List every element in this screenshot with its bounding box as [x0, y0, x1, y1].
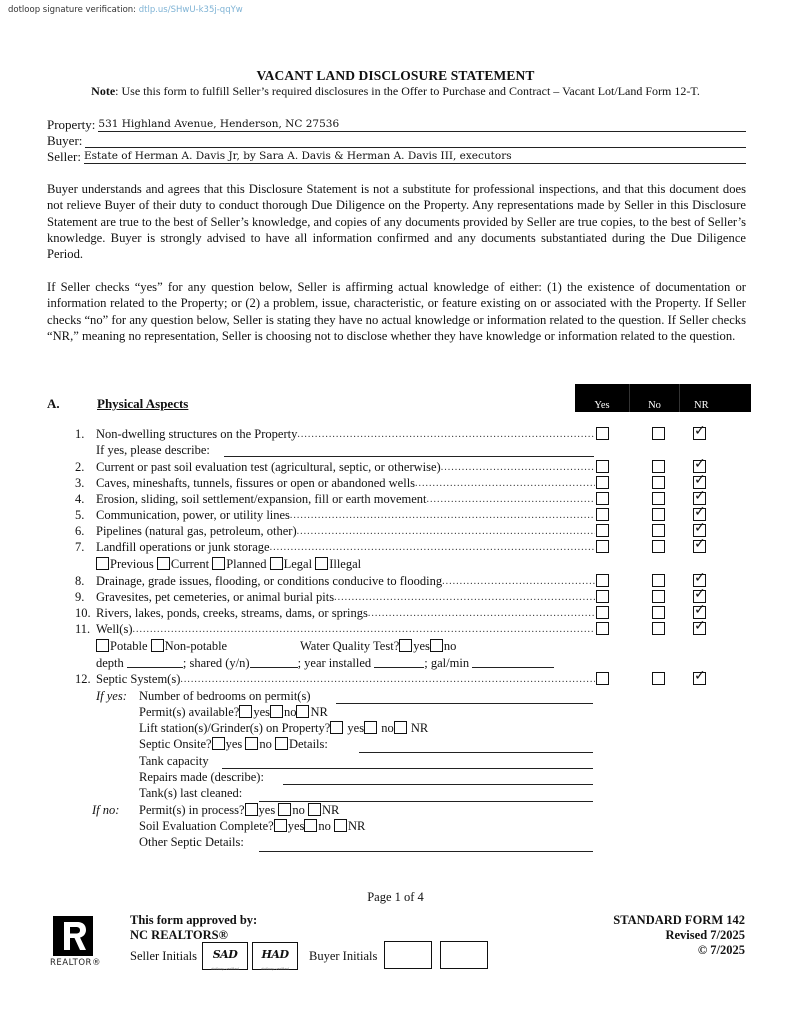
no-label: no	[259, 737, 272, 751]
tank-capacity-input[interactable]	[222, 768, 593, 769]
question-text: Pipelines (natural gas, petroleum, other)	[96, 524, 297, 538]
form-note	[0, 84, 791, 99]
yes-label: yes	[347, 721, 365, 735]
question-number: 2.	[75, 460, 85, 474]
property-field	[47, 116, 746, 132]
form-number: STANDARD FORM 142	[613, 913, 745, 927]
option-illegal-checkbox[interactable]	[315, 557, 328, 570]
option-label: Current	[170, 557, 210, 571]
potable-label: Potable	[110, 639, 148, 653]
seller-initial-signature-2: HAD	[261, 948, 289, 961]
no-label: no	[318, 819, 331, 833]
year-installed-label: ; year installed	[297, 656, 372, 670]
nr-label: NR	[348, 819, 366, 833]
instructions-paragraph: If Seller checks “yes” for any question below, Seller is affirming actual knowledge of either: (1) the existence of documentation or information related to the Property; or (2) a problem, issue, characteristic, or feature existing on or associated with the Property. If Seller checks “no” for any question below, Seller is stating they have no actual knowledge or information related to the question. If Seller checks “NR,” meaning no representation, Seller is choosing not to disclose whether they have knowledge or information related to the question.	[47, 280, 746, 343]
question-text: Non-dwelling structures on the Property	[96, 427, 298, 441]
nr-label: NR	[410, 721, 429, 735]
revised-date: Revised 7/2025	[665, 928, 745, 942]
buyer-initial-box-1[interactable]	[384, 941, 432, 969]
no-label: no	[381, 721, 394, 735]
q11-water-test	[300, 638, 456, 654]
q10-no-checkbox[interactable]	[652, 606, 665, 619]
form-info	[613, 913, 745, 958]
repairs-input[interactable]	[283, 784, 593, 785]
question-number: 1.	[75, 427, 85, 441]
realtor-logo-icon	[53, 916, 93, 956]
no-label: no	[292, 803, 305, 817]
q11-no-checkbox[interactable]	[652, 622, 665, 635]
q11-well-details	[96, 655, 554, 671]
question-text: Gravesites, pet cemeteries, or animal burial pits	[96, 590, 335, 604]
q1-nr-checkbox[interactable]	[693, 427, 706, 440]
seller-initials-label: Seller Initials	[130, 949, 197, 963]
seller-label: Seller:	[47, 149, 81, 164]
disclaimer-paragraph: Buyer understands and agrees that this Disclosure Statement is not a substitute for professional inspections, and that this document does not relieve Buyer of their duty to conduct thorough Due Diligence on the Property. Any representations made by Seller in this Disclosure Statement are true to the best of Seller’s knowledge, and copies of any documents provided by Seller are true copies, to the best of Seller’s knowledge. Buyer is strongly advised to have all information confirmed and any documents substantiated during the Due Diligence Period.	[47, 182, 746, 262]
section-letter: A.	[47, 396, 60, 411]
q7-options	[96, 556, 361, 572]
question-9	[75, 589, 595, 605]
property-label: Property:	[47, 117, 96, 132]
initial-meta-2: dotloop verified	[261, 967, 289, 971]
q1-yes-checkbox[interactable]	[596, 427, 609, 440]
question-1	[75, 426, 595, 442]
soil-eval-no-checkbox[interactable]	[304, 819, 317, 832]
lift-station-yes-checkbox[interactable]	[330, 721, 343, 734]
buyer-field	[47, 132, 746, 148]
initial-meta-1: dotloop verified	[211, 967, 239, 971]
question-3	[75, 475, 595, 491]
no-label: no	[283, 705, 297, 719]
question-number: 4.	[75, 492, 85, 506]
q2-no-checkbox[interactable]	[652, 460, 665, 473]
yes-label: yes	[258, 803, 276, 817]
question-text: Erosion, sliding, soil settlement/expansion, fill or earth movement	[96, 492, 427, 506]
question-number: 3.	[75, 476, 85, 490]
question-2	[75, 459, 595, 475]
lift-station-row	[139, 720, 428, 736]
q11-nr-checkbox[interactable]	[693, 622, 706, 635]
question-6	[75, 523, 595, 539]
column-no: No	[630, 384, 680, 412]
other-details-input[interactable]	[259, 851, 593, 852]
soil-eval-row	[139, 818, 365, 834]
approved-by	[130, 913, 257, 943]
buyer-initials-label: Buyer Initials	[309, 949, 378, 963]
shared-input[interactable]	[250, 656, 298, 668]
q5-yes-checkbox[interactable]	[596, 508, 609, 521]
bedrooms-input[interactable]	[336, 703, 593, 704]
potable-checkbox[interactable]	[96, 639, 109, 652]
q11-potability	[96, 638, 227, 654]
shared-label: ; shared (y/n)	[182, 656, 250, 670]
permits-available-no-checkbox[interactable]	[270, 705, 283, 718]
q12-no-checkbox[interactable]	[652, 672, 665, 685]
yes-label: yes	[253, 705, 270, 719]
nr-label: NR	[310, 705, 328, 719]
tank-capacity-label: Tank capacity	[139, 754, 209, 768]
non-potable-label: Non-potable	[164, 639, 228, 653]
gal-min-label: ; gal/min	[424, 656, 470, 670]
verification-link[interactable]: dtlp.us/SHwU-k35j-qqYw	[138, 5, 243, 15]
septic-onsite-yes-checkbox[interactable]	[212, 737, 225, 750]
question-number: 11.	[75, 622, 91, 636]
other-details-label: Other Septic Details:	[139, 835, 244, 849]
q9-yes-checkbox[interactable]	[596, 590, 609, 603]
permits-available-yes-checkbox[interactable]	[239, 705, 252, 718]
q8-no-checkbox[interactable]	[652, 574, 665, 587]
seller-initial-box-1[interactable]	[202, 942, 248, 970]
approved-line-2: NC REALTORS®	[130, 928, 228, 942]
no-label: no	[443, 639, 457, 653]
bedrooms-label: Number of bedrooms on permit(s)	[139, 689, 311, 703]
question-5	[75, 507, 595, 523]
permits-available-row	[139, 704, 328, 720]
last-cleaned-label: Tank(s) last cleaned:	[139, 786, 243, 800]
depth-input[interactable]	[127, 656, 183, 668]
q2-yes-checkbox[interactable]	[596, 460, 609, 473]
q12-nr-checkbox[interactable]	[693, 672, 706, 685]
note-text: : Use this form to fulfill Seller’s required disclosures in the Offer to Purchase and Contract – Vacant Lot/Land Form 12-T.	[115, 84, 700, 98]
note-label: Note	[91, 84, 116, 98]
q7-yes-checkbox[interactable]	[596, 540, 609, 553]
realtor-mark: REALTOR®	[50, 958, 101, 968]
question-text: Current or past soil evaluation test (agricultural, septic, or otherwise)	[96, 460, 441, 474]
gal-min-input[interactable]	[472, 656, 554, 668]
seller-field	[47, 148, 746, 164]
page-title: VACANT LAND DISCLOSURE STATEMENT	[256, 68, 535, 83]
water-test-yes-checkbox[interactable]	[399, 639, 412, 652]
option-planned-checkbox[interactable]	[212, 557, 225, 570]
q1-describe-input[interactable]	[224, 456, 594, 457]
septic-details-input[interactable]	[359, 752, 593, 753]
depth-label: depth	[96, 656, 124, 670]
option-label: Legal	[283, 557, 313, 571]
question-12	[75, 671, 595, 687]
permits-in-process-nr-checkbox[interactable]	[308, 803, 321, 816]
approved-line-1: This form approved by:	[130, 913, 258, 927]
q11-yes-checkbox[interactable]	[596, 622, 609, 635]
question-8	[75, 573, 595, 589]
question-text: Communication, power, or utility lines	[96, 508, 290, 522]
septic-onsite-label: Septic Onsite?	[139, 737, 212, 751]
question-text: Well(s)	[96, 622, 133, 636]
copyright: © 7/2025	[697, 943, 745, 957]
q6-no-checkbox[interactable]	[652, 524, 665, 537]
permits-in-process-label: Permit(s) in process?	[139, 803, 245, 817]
if-yes-label: If yes:	[96, 689, 127, 703]
question-text: Caves, mineshafts, tunnels, fissures or open or abandoned wells	[96, 476, 416, 490]
verification-label: dotloop signature verification:	[8, 5, 137, 15]
permits-in-process-no-checkbox[interactable]	[278, 803, 291, 816]
q10-yes-checkbox[interactable]	[596, 606, 609, 619]
if-no-label: If no:	[92, 803, 120, 817]
column-yes: Yes	[575, 384, 630, 412]
question-11	[75, 621, 595, 637]
septic-onsite-no-checkbox[interactable]	[245, 737, 258, 750]
section-title: Physical Aspects	[97, 396, 189, 411]
yes-label: yes	[225, 737, 243, 751]
question-number: 7.	[75, 540, 85, 554]
q4-yes-checkbox[interactable]	[596, 492, 609, 505]
details-label: Details:	[288, 737, 328, 751]
q7-no-checkbox[interactable]	[652, 540, 665, 553]
buyer-input[interactable]	[85, 133, 746, 148]
septic-onsite-details-checkbox[interactable]	[275, 737, 288, 750]
question-number: 10.	[75, 606, 91, 620]
soil-eval-nr-checkbox[interactable]	[334, 819, 347, 832]
column-nr: NR	[694, 400, 709, 411]
seller-initial-box-2[interactable]	[252, 942, 298, 970]
question-text: Drainage, grade issues, flooding, or conditions conducive to flooding	[96, 574, 443, 588]
option-label: Illegal	[329, 557, 362, 571]
permits-available-label: Permit(s) available?	[139, 705, 240, 719]
permits-available-nr-checkbox[interactable]	[296, 705, 309, 718]
option-previous-checkbox[interactable]	[96, 557, 109, 570]
question-number: 9.	[75, 590, 85, 604]
seller-input[interactable]: Estate of Herman A. Davis Jr, by Sara A. Davis & Herman A. Davis III, executors	[84, 149, 746, 164]
q1-describe-label: If yes, please describe:	[96, 443, 210, 457]
lift-station-no-checkbox[interactable]	[364, 721, 377, 734]
water-test-label: Water Quality Test?	[300, 639, 400, 653]
non-potable-checkbox[interactable]	[151, 639, 164, 652]
nr-label: NR	[321, 803, 340, 817]
lift-station-label: Lift station(s)/Grinder(s) on Property?	[139, 721, 331, 735]
q12-yes-checkbox[interactable]	[596, 672, 609, 685]
property-input[interactable]: 531 Highland Avenue, Henderson, NC 27536	[98, 117, 746, 132]
dotloop-verification	[8, 5, 243, 15]
option-label: Planned	[226, 557, 267, 571]
q3-no-checkbox[interactable]	[652, 476, 665, 489]
yes-label: yes	[287, 819, 305, 833]
question-7	[75, 539, 595, 555]
question-10	[75, 605, 595, 621]
question-4	[75, 491, 595, 507]
question-text: Rivers, lakes, ponds, creeks, streams, dams, or springs	[96, 606, 368, 620]
year-installed-input[interactable]	[374, 656, 424, 668]
q7-nr-checkbox[interactable]	[693, 540, 706, 553]
yes-label: yes	[413, 639, 430, 653]
septic-onsite-row	[139, 736, 328, 752]
soil-eval-yes-checkbox[interactable]	[274, 819, 287, 832]
question-text: Septic System(s)	[96, 672, 181, 686]
answer-column-header	[575, 384, 751, 412]
question-number: 5.	[75, 508, 85, 522]
q8-yes-checkbox[interactable]	[596, 574, 609, 587]
lift-station-nr-checkbox[interactable]	[394, 721, 407, 734]
option-label: Previous	[110, 557, 154, 571]
buyer-label: Buyer:	[47, 133, 83, 148]
q3-yes-checkbox[interactable]	[596, 476, 609, 489]
water-test-no-checkbox[interactable]	[430, 639, 443, 652]
question-number: 12.	[75, 672, 91, 686]
q1-no-checkbox[interactable]	[652, 427, 665, 440]
seller-initial-signature-1: SAD	[212, 948, 238, 961]
permits-in-process-row	[139, 802, 339, 818]
option-legal-checkbox[interactable]	[270, 557, 283, 570]
q6-yes-checkbox[interactable]	[596, 524, 609, 537]
q5-no-checkbox[interactable]	[652, 508, 665, 521]
repairs-label: Repairs made (describe):	[139, 770, 264, 784]
question-number: 8.	[75, 574, 85, 588]
permits-in-process-yes-checkbox[interactable]	[245, 803, 258, 816]
buyer-initial-box-2[interactable]	[440, 941, 488, 969]
q9-no-checkbox[interactable]	[652, 590, 665, 603]
question-number: 6.	[75, 524, 85, 538]
question-text: Landfill operations or junk storage	[96, 540, 270, 554]
page-number: Page 1 of 4	[367, 890, 424, 904]
q4-no-checkbox[interactable]	[652, 492, 665, 505]
option-current-checkbox[interactable]	[157, 557, 170, 570]
soil-eval-label: Soil Evaluation Complete?	[139, 819, 274, 833]
